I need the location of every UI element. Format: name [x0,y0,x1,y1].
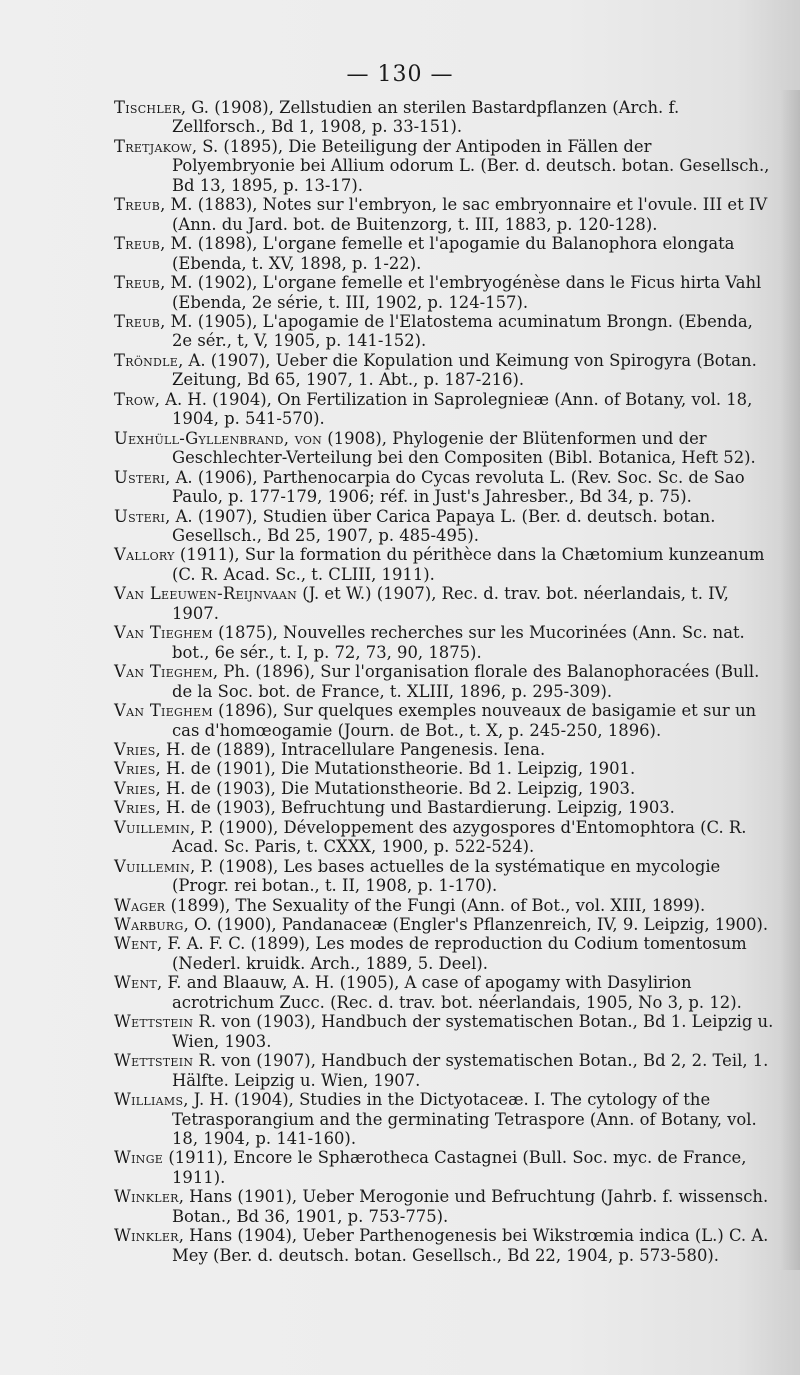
entry-author: Vuillemin [114,817,191,837]
bibliography-entry [114,507,774,546]
bibliography-entry [114,818,774,857]
entry-author: Wager [114,895,166,915]
bibliography-entry [114,1090,774,1148]
bibliography-entry [114,759,774,778]
entry-citation: , A. (1907), Studien über Carica Papaya L. (Ber. d. deutsch. botan. Gesellsch., Bd 25, 1907, p. 485-495). [165,506,716,545]
entry-citation: , F. and Blaauw, A. H. (1905), A case of apogamy with Dasylirion acrotrichum Zucc. (Rec. d. trav. bot. néerlandais, 1905, No 3, p. 12). [157,973,742,1012]
bibliography-entry [114,312,774,351]
entry-author: Vries [114,778,156,798]
entry-author: Tischler [114,98,181,117]
bibliography-entry [114,545,774,584]
bibliography-entry [114,623,774,662]
entry-citation: , A. H. (1904), On Fertilization in Saprolegnieæ (Ann. of Botany, vol. 18, 1904, p. 541-570). [154,389,753,429]
entry-author: Treub [114,273,161,293]
entry-author: Treub [114,195,161,215]
entry-author: Tretjakow [114,136,192,156]
entry-author: Trow [114,389,155,409]
bibliography-entry [114,740,774,759]
bibliography-entry [114,1148,774,1187]
entry-author: Vries [114,739,156,759]
entry-author: Winge [114,1148,164,1168]
entry-author: Treub [114,311,161,331]
page-edge-shadow [780,90,800,1270]
bibliography-entry [114,973,774,1012]
entry-citation: , G. (1908), Zellstudien an sterilen Bastardpflanzen (Arch. f. Zellforsch., Bd 1, 1908, p. 33-151). [172,98,680,137]
page-number: — 130 — [346,62,454,87]
bibliography-entry [114,934,774,973]
entry-author: Wettstein [114,1051,194,1071]
entry-citation: , P. (1908), Les bases actuelles de la systématique en mycologie (Progr. rei botan., t. II, 1908, p. 1-170). [172,856,721,896]
entry-citation: , M. (1898), L'organe femelle et l'apogamie du Balanophora elongata (Ebenda, t. XV, 1898, p. 1-22). [160,234,735,273]
bibliography-entry [114,779,774,798]
entry-citation: , Ph. (1896), Sur l'organisation florale des Balanophoracées (Bull. de la Soc. bot. de France, t. XLIII, 1896, p. 295-309). [172,662,760,701]
entry-author: Vries [114,798,156,818]
entry-author: Vuillemin [114,856,191,876]
entry-author: Uexhüll-Gyllenbrand, von [114,428,323,448]
entry-citation: , P. (1900), Développement des azygospores d'Entomophtora (C. R. Acad. Sc. Paris, t. CXXX, 1900, p. 522-524). [172,817,747,857]
bibliography-entry [114,234,774,273]
entry-author: Usteri [114,506,166,526]
entry-author: Went [114,934,158,954]
entry-citation: , H. de (1903), Die Mutationstheorie. Bd 2. Leipzig, 1903. [155,778,636,798]
entry-citation: , H. de (1903), Befruchtung und Bastardierung. Leipzig, 1903. [155,798,675,818]
entry-citation: , J. H. (1904), Studies in the Dictyotaceæ. I. The cytology of the Tetrasporangium and the germinating Tetraspore (Ann. of Botany, vol. 18, 1904, p. 141-160). [172,1090,757,1149]
entry-citation: , A. (1907), Ueber die Kopulation und Keimung von Spirogyra (Botan. Zeitung, Bd 65, 1907, 1. Abt., p. 187-216). [172,350,757,390]
entry-author: Winkler [114,1187,179,1207]
bibliography-entry [114,273,774,312]
entry-citation: , H. de (1889), Intracellulare Pangenesis. Iena. [155,739,546,759]
entry-author: Went [114,973,158,993]
entry-citation: , F. A. F. C. (1899), Les modes de reproduction du Codium tomentosum (Nederl. kruidk. Arch., 1889, 5. Deel). [157,934,747,973]
entry-citation: , M. (1905), L'apogamie de l'Elatostema acuminatum Brongn. (Ebenda, 2e sér., t, V, 1905, p. 141-152). [160,311,753,351]
bibliography-entry [114,798,774,817]
bibliography-entry [114,1226,774,1265]
entry-author: Usteri [114,467,166,487]
bibliography-entry [114,662,774,701]
entry-author: Winkler [114,1226,179,1246]
entry-author: Wettstein [114,1012,194,1032]
entry-citation: R. von (1903), Handbuch der systematischen Botan., Bd 1. Leipzig u. Wien, 1903. [172,1012,774,1051]
entry-author: Warburg [114,915,184,935]
entry-citation: (1911), Sur la formation du périthèce dans la Chætomium kunzeanum (C. R. Acad. Sc., t. CLIII, 1911). [172,545,765,584]
bibliography-entry [114,351,774,390]
bibliography-entry [114,857,774,896]
entry-author: Van Tieghem [114,662,213,682]
bibliography-entry [114,98,774,137]
bibliography-entry [114,701,774,740]
entry-citation: , Hans (1901), Ueber Merogonie und Befruchtung (Jahrb. f. wissensch. Botan., Bd 36, 1901, p. 753-775). [172,1187,769,1226]
bibliography-list [114,98,774,1265]
entry-citation: (J. et W.) (1907), Rec. d. trav. bot. néerlandais, t. IV, 1907. [172,584,729,623]
bibliography-entry [114,390,774,429]
bibliography-entry [114,137,774,195]
bibliography-entry [114,468,774,507]
bibliography-entry [114,429,774,468]
bibliography-entry [114,584,774,623]
entry-citation: (1875), Nouvelles recherches sur les Mucorinées (Ann. Sc. nat. bot., 6e sér., t. I, p. 72, 73, 90, 1875). [172,623,745,662]
entry-author: Tröndle [114,350,179,370]
entry-citation: (1896), Sur quelques exemples nouveaux de basigamie et sur un cas d'homœogamie (Journ. de Bot., t. X, p. 245-250, 1896). [172,701,757,740]
entry-author: Vries [114,759,156,779]
entry-citation: R. von (1907), Handbuch der systematischen Botan., Bd 2, 2. Teil, 1. Hälfte. Leipzig u. Wien, 1907. [172,1051,769,1090]
entry-citation: (1911), Encore le Sphærotheca Castagnei (Bull. Soc. myc. de France, 1911). [163,1148,747,1187]
entry-citation: , M. (1883), Notes sur l'embryon, le sac embryonnaire et l'ovule. III et IV (Ann. du Jard. bot. de Buitenzorg, t. III, 1883, p. 120-128). [160,195,768,234]
bibliography-entry [114,896,774,915]
entry-citation: , A. (1906), Parthenocarpia do Cycas revoluta L. (Rev. Soc. Sc. de Sao Paulo, p. 177-179, 1906; réf. in Just's Jahresber., Bd 34, p. 75). [165,467,745,507]
entry-author: Van Leeuwen-Reijnvaan [114,584,298,604]
entry-citation: , S. (1895), Die Beteiligung der Antipoden in Fällen der Polyembryonie bei Allium odorum L. (Ber. d. deutsch. botan. Gesellsch., Bd 13, 1895, p. 13-17). [172,136,770,195]
bibliography-entry [114,1187,774,1226]
entry-citation: , O. (1900), Pandanaceæ (Engler's Pflanzenreich, IV, 9. Leipzig, 1900). [183,915,769,935]
entry-citation: (1899), The Sexuality of the Fungi (Ann. of Bot., vol. XIII, 1899). [165,895,706,915]
bibliography-entry [114,915,774,934]
entry-citation: , H. de (1901), Die Mutationstheorie. Bd 1. Leipzig, 1901. [155,759,636,779]
entry-author: Treub [114,234,161,254]
bibliography-entry [114,195,774,234]
entry-author: Van Tieghem [114,701,213,721]
entry-author: Van Tieghem [114,623,213,643]
entry-citation: , M. (1902), L'organe femelle et l'embryogénèse dans le Ficus hirta Vahl (Ebenda, 2e série, t. III, 1902, p. 124-157). [160,273,762,312]
entry-author: Vallory [114,545,175,565]
entry-author: Williams [114,1090,184,1110]
entry-citation: , Hans (1904), Ueber Parthenogenesis bei Wikstrœmia indica (L.) C. A. Mey (Ber. d. deutsch. botan. Gesellsch., Bd 22, 1904, p. 573-580). [172,1226,769,1265]
bibliography-entry [114,1012,774,1051]
entry-citation: (1908), Phylogenie der Blütenformen und der Geschlechter-Verteilung bei den Compositen (Bibl. Botanica, Heft 52). [172,428,756,468]
bibliography-entry [114,1051,774,1090]
